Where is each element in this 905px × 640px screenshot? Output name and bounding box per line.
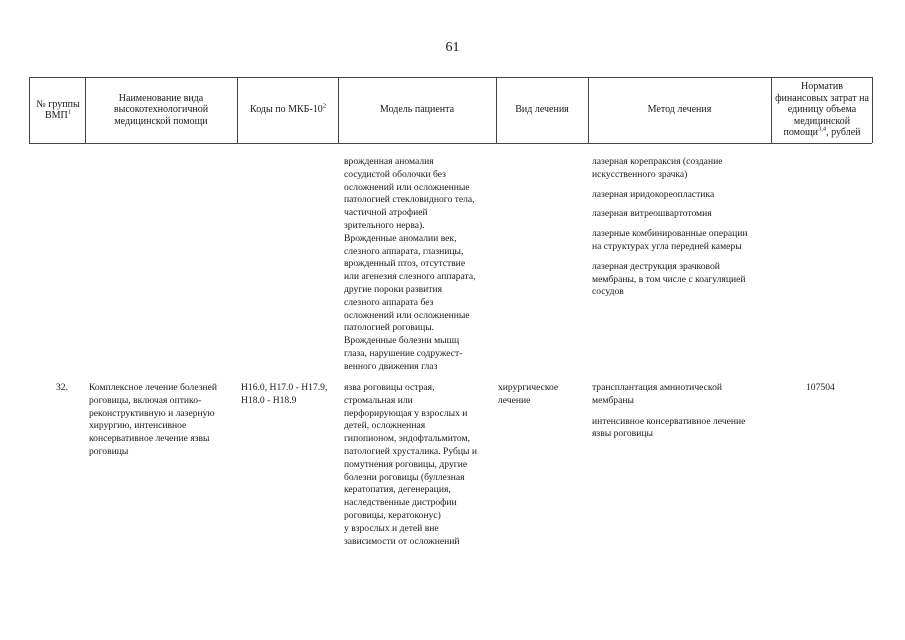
- row32-type: хирургическое лечение: [498, 382, 559, 406]
- header-norm: Норматив финансовых затрат на единицу объема медицинской помощи$^{3,4}$, рублей: [775, 81, 869, 139]
- column-divider: [496, 77, 497, 143]
- method-item: лазерная корепраксия (создание искусственного зрачка): [592, 156, 723, 180]
- method-item: трансплантация амниотической мембраны: [592, 382, 722, 406]
- header-codes: Коды по МКБ-$10^2$: [250, 102, 326, 116]
- method-item: лазерные комбинированные операции на структурах угла передней камеры: [592, 228, 748, 252]
- header-model: Модель пациента: [379, 104, 455, 116]
- column-divider: [588, 77, 589, 143]
- row32-name: Комплексное лечение болезней роговицы, включая оптико- реконструктивную и лазерную хирургию, интенсивное консервативное лечение язвы роговицы: [89, 382, 218, 457]
- method-item: интенсивное консервативное лечение язвы роговицы: [592, 415, 746, 440]
- column-divider: [338, 77, 339, 143]
- continuation-model: врожденная аномалия сосудистой оболочки без осложнений или осложненные патологией стекловидного тела, частичной атрофией зрительного нерва). Врожденные аномалии век, слезного аппарата, глазницы, врожденный птоз, отсутствие или агенезия слезного аппарата, другие пороки развития слезного аппарата без осложнений или осложненные патологией роговицы. Врожденные болезни мышц глаза, нарушение содружест- венного движения глаз: [344, 156, 476, 372]
- row32-model: язва роговицы острая, стромальная или перфорирующая у взрослых и детей, осложненная гипопионом, эндофтальмитом, патологией хрусталика. Рубцы и помутнения роговицы, другие болезни роговицы (буллезная кератопатия, дегенерация, наследственные дистрофии роговицы, кератоконус) у взрослых и детей вне зависимости от осложнений: [344, 382, 477, 547]
- header-type: Вид лечения: [515, 104, 569, 116]
- header-bottom-rule: [29, 143, 872, 144]
- page-number: 61: [445, 40, 460, 55]
- row32-methods: [592, 382, 770, 441]
- method-item: лазерная витреошвартотомия: [592, 208, 712, 220]
- column-divider: [872, 77, 873, 143]
- column-divider: [771, 77, 772, 143]
- row32-codes: H16.0, H17.0 - H17.9, H18.0 - H18.9: [241, 382, 328, 406]
- row32-group: 32.: [56, 382, 68, 393]
- column-divider: [85, 77, 86, 143]
- header-group: № группы ВМП$^1$: [36, 98, 80, 121]
- method-item: лазерная иридокореопластика: [592, 188, 715, 200]
- method-item: лазерная деструкция зрачковой мембраны, в том числе с коагуляцией сосудов: [592, 260, 746, 298]
- column-divider: [237, 77, 238, 143]
- header-method: Метод лечения: [647, 104, 712, 116]
- continuation-methods: [592, 156, 770, 299]
- row32-norm: 107504: [806, 382, 835, 393]
- header-name: Наименование вида высокотехнологичной медицинской помощи: [113, 92, 209, 127]
- column-divider: [29, 77, 30, 143]
